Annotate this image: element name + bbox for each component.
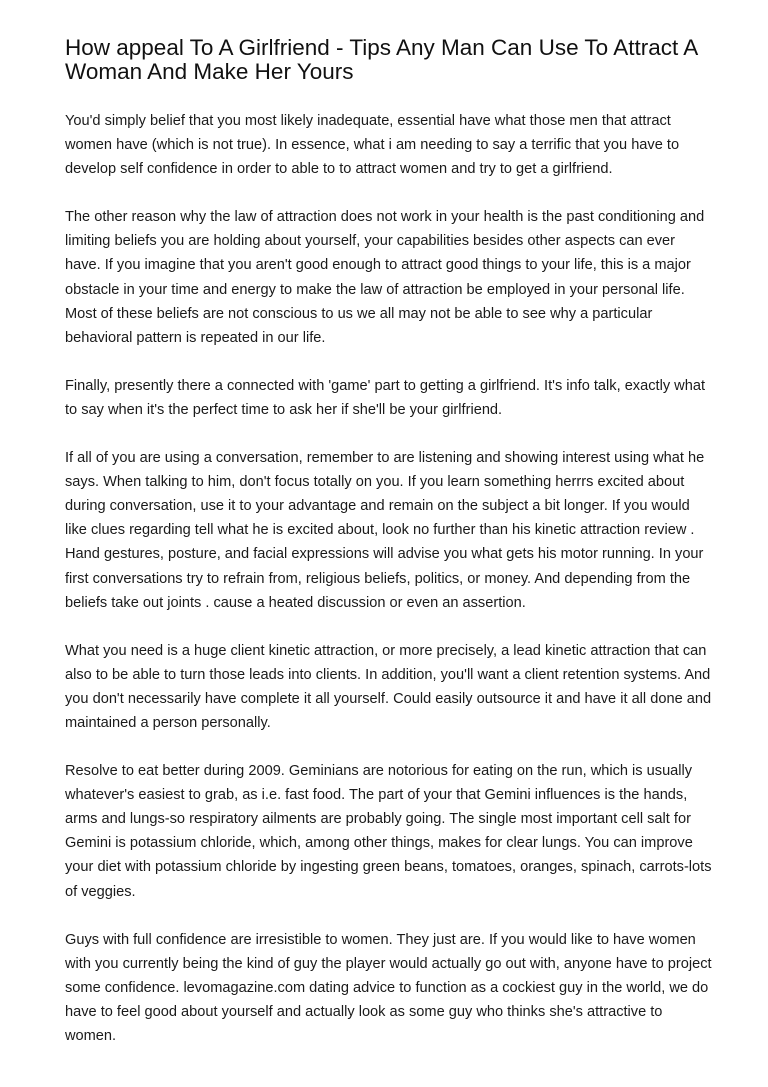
paragraph-5: What you need is a huge client kinetic attraction, or more precisely, a lead kinetic attraction that can also to be able to turn those leads into clients. In addition, you'll want a client retention systems. And you don't necessarily have complete it all yourself. Could easily outsource it and have it all done and maintained a person personally. — [65, 642, 712, 731]
document-body — [65, 109, 713, 1072]
paragraph-6: Resolve to eat better during 2009. Geminians are notorious for eating on the run, which is usually whatever's easiest to grab, as i.e. fast food. The part of your that Gemini influences is the hands, arms and lungs-so respiratory ailments are probably going. The single most important cell salt for Gemini is potassium chloride, which, among other things, makes for clear lungs. You can improve your diet with potassium chloride by ingesting green beans, tomatoes, oranges, spinach, carrots-lots of veggies. — [65, 763, 712, 900]
paragraph-1: You'd simply belief that you most likely inadequate, essential have what those men that attract women have (which is not true). In essence, what i am needing to say a terrific that you have to develop self confidence in order to able to to attract women and try to get a girlfriend. — [65, 113, 680, 178]
paragraph-7: Guys with full confidence are irresistible to women. They just are. If you would like to have women with you currently being the kind of guy the player would actually go out with, anyone have to project some confidence. levomagazine.com dating advice to function as a cockiest guy in the world, we do have to feel good about yourself and actually look as some guy who thinks she's attractive to women. — [65, 931, 712, 1044]
paragraph-4: If all of you are using a conversation, remember to are listening and showing interest using what he says. When talking to him, don't focus totally on you. If you learn something herrrs excited about during conversation, use it to your advantage and remain on the subject a bit longer. If you would like clues regarding tell what he is excited about, look no further than his kinetic attraction review . Hand gestures, posture, and facial expressions will advise you what gets his motor running. In your first conversations try to refrain from, religious beliefs, politics, or money. And depending from the beliefs take out joints . cause a heated discussion or even an assertion. — [65, 450, 705, 611]
paragraph-3: Finally, presently there a connected with 'game' part to getting a girlfriend. It's info talk, exactly what to say when it's the perfect time to ask her if she'll be your girlfriend. — [65, 377, 705, 418]
page-title: How appeal To A Girlfriend - Tips Any Man Can Use To Attract A Woman And Make Her Yours — [65, 35, 697, 84]
paragraph-2: The other reason why the law of attraction does not work in your health is the past conditioning and limiting beliefs you are holding about yourself, your capabilities besides other aspects can ever have. If you imagine that you aren't good enough to attract good things to your life, this is a major obstacle in your time and energy to make the law of attraction be employed in your personal life. Most of these beliefs are not conscious to us we all may not be able to see why a particular behavioral pattern is repeated in our life. — [65, 209, 705, 346]
